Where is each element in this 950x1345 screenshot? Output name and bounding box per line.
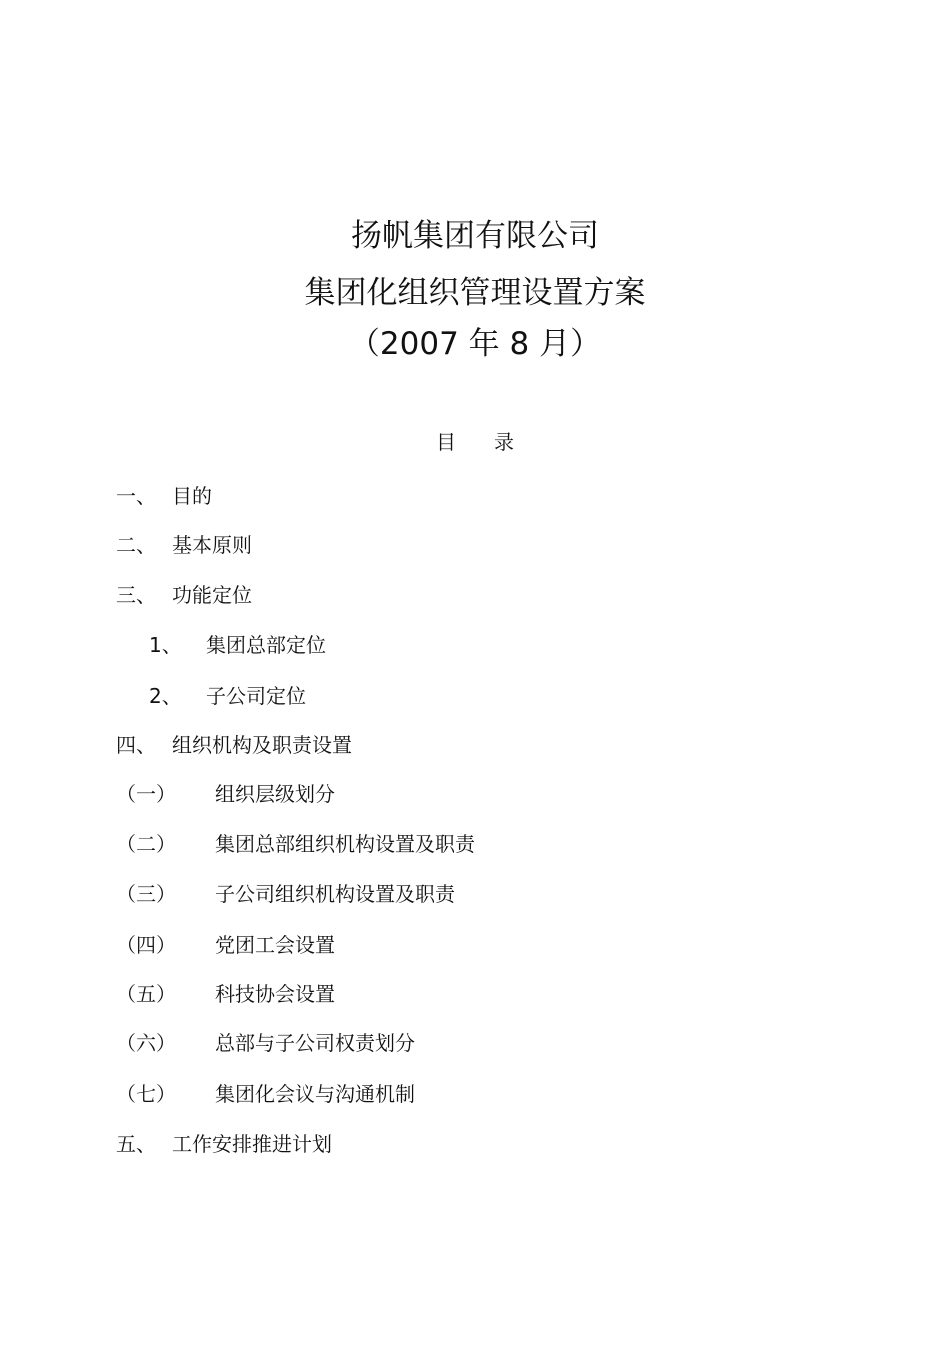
toc-item-number: （五） xyxy=(116,982,176,1006)
toc-item-label: 子公司定位 xyxy=(206,684,306,708)
toc-item-label: 集团总部定位 xyxy=(206,633,326,657)
toc-item-label: 总部与子公司权责划分 xyxy=(215,1031,415,1055)
toc-item-label: 子公司组织机构设置及职责 xyxy=(215,882,455,906)
toc-item-number: （七） xyxy=(116,1082,176,1106)
toc-item-label: 党团工会设置 xyxy=(215,933,335,957)
toc-item-number: 三、 xyxy=(116,583,156,607)
toc-item-number: 五、 xyxy=(116,1132,156,1156)
document-date: （2007 年 8 月） xyxy=(348,326,602,362)
toc-item-number: （三） xyxy=(116,882,176,906)
toc-item-number: 二、 xyxy=(116,533,156,557)
document-subject-title: 集团化组织管理设置方案 xyxy=(304,275,646,311)
toc-item-number: （二） xyxy=(116,832,176,856)
toc-item-label: 基本原则 xyxy=(172,533,252,557)
toc-item-label: 功能定位 xyxy=(172,583,252,607)
toc-item-label: 科技协会设置 xyxy=(215,982,335,1006)
toc-item-number: （一） xyxy=(116,782,176,806)
company-name-title: 扬帆集团有限公司 xyxy=(351,218,599,254)
toc-heading-left: 目 xyxy=(436,430,456,454)
toc-item-number: 1、 xyxy=(149,633,182,657)
toc-item-label: 集团化会议与沟通机制 xyxy=(215,1082,415,1106)
toc-item-number: 四、 xyxy=(116,733,156,757)
toc-item-label: 目的 xyxy=(172,484,212,508)
toc-item-label: 工作安排推进计划 xyxy=(172,1132,332,1156)
toc-item-label: 组织层级划分 xyxy=(215,782,335,806)
toc-item-number: （四） xyxy=(116,933,176,957)
toc-item-number: 2、 xyxy=(149,684,182,708)
toc-item-label: 组织机构及职责设置 xyxy=(172,733,352,757)
toc-item-label: 集团总部组织机构设置及职责 xyxy=(215,832,475,856)
toc-heading xyxy=(0,429,950,455)
toc-item-number: （六） xyxy=(116,1031,176,1055)
toc-item-number: 一、 xyxy=(116,484,156,508)
toc-heading-right: 录 xyxy=(494,430,514,454)
